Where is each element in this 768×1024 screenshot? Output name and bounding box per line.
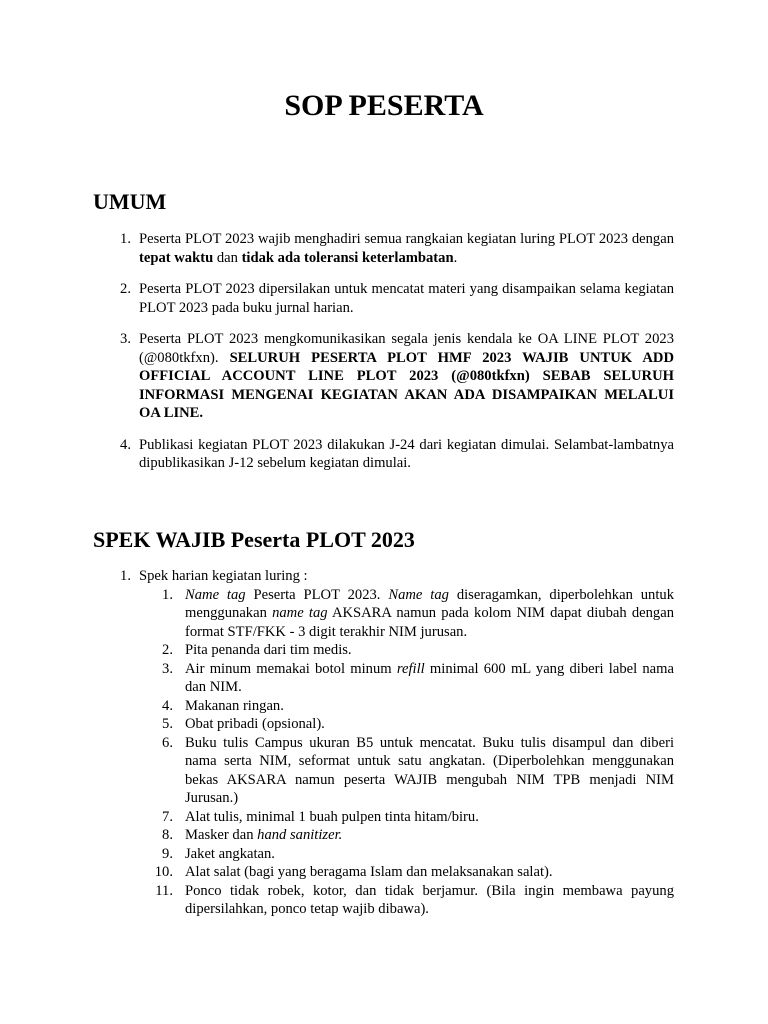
item-text: Peserta PLOT 2023 mengkomunikasikan segala jenis kendala ke OA LINE PLOT 2023 (@080tkfxn). [139,331,674,366]
item-text: Alat tulis, minimal 1 buah pulpen tinta hitam/biru. [185,808,479,825]
item-text: Peserta PLOT 2023. [245,586,389,603]
item-text: Peserta PLOT 2023 dipersilakan untuk mencatat materi yang disampaikan selama kegiatan PLOT 2023 pada buku jurnal harian. [139,281,674,316]
sub-list-item [139,660,674,697]
item-text: Spek harian kegiatan luring : [139,568,308,584]
item-italic-text: name tag [272,605,328,621]
item-italic-text: Name tag [185,586,246,603]
sub-item-number: 11. [155,882,173,899]
sub-item-number: 5. [162,716,173,732]
sub-list-item [139,641,674,660]
item-text: minimal 600 mL yang diberi label nama dan NIM. [185,660,674,695]
sub-item-number: 1. [162,586,173,603]
sub-list-item [139,845,674,864]
item-italic-text: Name tag [388,586,449,603]
item-italic-text: hand sanitizer. [257,827,343,843]
item-text: Publikasi kegiatan PLOT 2023 dilakukan J-24 dari kegiatan dimulai. Selambat-lambatnya dipublikasikan J-12 sebelum kegiatan dimulai. [139,436,674,471]
umum-heading: UMUM [93,189,167,214]
umum-list [93,230,674,486]
sub-list-item [139,808,674,827]
item-text: . [453,249,458,266]
sub-item-number: 9. [162,845,173,862]
item-italic-text: refill [396,660,425,677]
item-text: Makanan ringan. [185,697,284,714]
sub-list-item [139,863,674,882]
list-item [93,280,674,317]
item-text: dan [213,249,242,266]
item-text: AKSARA namun pada kolom NIM dapat diubah dengan format STF/FKK - 3 digit terakhir NIM jurusan. [185,605,674,640]
sub-item-number: 3. [162,660,173,677]
sub-list-item [139,734,674,808]
sub-list-item [139,715,674,734]
list-item [93,436,674,473]
sub-list-item [139,586,674,642]
spek-list [93,567,674,919]
item-bold-text: tidak ada toleransi keterlambatan [241,249,454,266]
item-bold-text: tepat waktu [139,249,214,266]
page-title: SOP PESERTA [284,89,484,122]
sub-list-item [139,697,674,716]
item-text: Ponco tidak robek, kotor, dan tidak berjamur. (Bila ingin membawa payung dipersilahkan, ponco tetap wajib dibawa). [185,882,674,917]
item-number: 3. [120,331,131,347]
item-number: 1. [120,231,131,247]
sub-list-item [139,882,674,919]
sub-item-number: 6. [162,734,173,751]
sub-list-item [139,826,674,845]
item-text: diseragamkan, diperbolehkan untuk menggunakan [185,586,675,621]
sub-item-number: 10. [154,864,173,880]
item-text: Pita penanda dari tim medis. [185,642,352,658]
item-text: Obat pribadi (opsional). [185,716,325,732]
sub-item-number: 4. [162,697,173,714]
spek-sub-list [139,586,674,919]
sub-item-number: 7. [162,808,173,825]
item-text: Peserta PLOT 2023 wajib menghadiri semua rangkaian kegiatan luring PLOT 2023 dengan [139,231,674,247]
sub-item-number: 2. [162,642,173,658]
item-number: 2. [120,281,131,297]
sub-item-number: 8. [162,827,173,843]
list-item [93,567,674,919]
item-text: Buku tulis Campus ukuran B5 untuk mencatat. Buku tulis disampul dan diberi nama serta NIM, seformat untuk satu angkatan. (Diperbolehkan menggunakan bekas AKSARA namun peserta WAJIB mengubah NIM TPB menjadi NIM Jurusan.) [185,734,674,806]
item-text: Alat salat (bagi yang beragama Islam dan melaksanakan salat). [185,864,553,880]
item-number: 1. [120,568,131,584]
item-text: Masker dan [185,827,258,843]
item-number: 4. [120,436,131,453]
item-text: Jaket angkatan. [185,845,275,862]
item-text: Air minum memakai botol minum [185,660,397,677]
list-item [93,330,674,423]
list-item [93,230,674,267]
item-bold-text: SELURUH PESERTA PLOT HMF 2023 WAJIB UNTUK ADD OFFICIAL ACCOUNT LINE PLOT 2023 (@080tkfxn) SEBAB SELURUH INFORMASI MENGENAI KEGIATAN AKAN ADA DISAMPAIKAN MELALUI OA LINE. [139,349,674,421]
spek-heading: SPEK WAJIB Peserta PLOT 2023 [93,527,415,552]
